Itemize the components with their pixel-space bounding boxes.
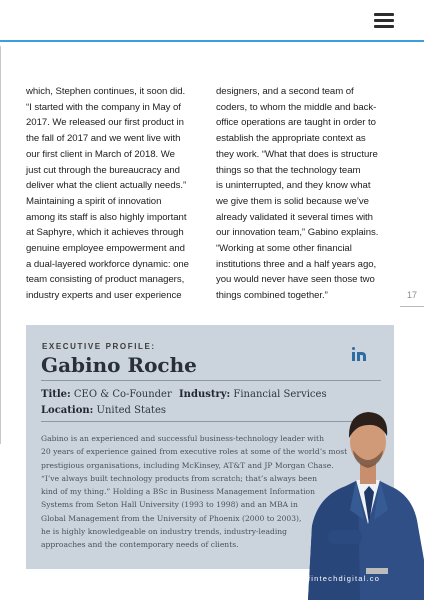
profile-title [41, 389, 172, 400]
bio-line: 20 years of experience gained from executive roles at some of the world’s most [41, 447, 348, 457]
article-line: genuine employee empowerment and [26, 243, 185, 255]
bio-line: prestigious organisations, including McKinsey, AT&T and JP Morgan Chase. [41, 460, 334, 470]
industry-value: Financial Services [233, 389, 327, 400]
article-line: which, Stephen continues, it soon did. [26, 86, 186, 97]
profile-bio [41, 432, 348, 552]
industry-label: Industry: [179, 389, 231, 400]
bio-line: he is highly knowledgeable on industry trends, industry-leading [41, 527, 288, 537]
article-line: a dual-layered workforce dynamic: one [26, 258, 189, 270]
linkedin-icon[interactable] [352, 347, 366, 361]
profile-kicker: EXECUTIVE PROFILE: [42, 342, 156, 351]
profile-name: Gabino Roche [41, 353, 197, 377]
article-line: office operations are taught in order to [216, 117, 376, 129]
page-number: 17 [407, 290, 418, 300]
article-column-1 [26, 84, 204, 304]
article-line: industry experts and user experience [26, 290, 182, 302]
article-line: Maintaining a spirit of innovation [26, 195, 162, 207]
article-line: designers, and a second team of [216, 86, 354, 97]
article-line: things combined together.” [216, 290, 328, 302]
location-value: United States [96, 405, 166, 416]
title-label: Title: [41, 389, 71, 400]
article-line: at Saphyre, which it achieves through [26, 227, 184, 239]
article-line: 2017. We released our first product in [26, 117, 184, 129]
bio-line: approaches and the contemporary needs of clients. [41, 540, 239, 550]
bio-line: kind of my thing.” Holding a BSc in Business Management Information [41, 487, 316, 497]
article-line: they work. “What that does is structure [216, 148, 378, 160]
bio-line: Gabino is an experienced and successful business-technology leader with [41, 434, 325, 443]
article-line: our innovation team,” Gabino explains. [216, 227, 379, 239]
article-line: things so that the technology team [216, 164, 361, 176]
article-line: institutions three and a half years ago, [216, 258, 377, 270]
footer-site-name: fintechdigital.co [308, 574, 381, 583]
title-value: CEO & Co-Founder [73, 389, 172, 400]
hamburger-menu-icon[interactable] [374, 12, 396, 30]
bio-line: Global Management from the University of Phoenix (2000 to 2003), [41, 513, 302, 523]
article-line: “I started with the company in May of [26, 101, 181, 113]
location-label: Location: [41, 405, 94, 416]
article-line: you would never have seen those two [216, 274, 375, 286]
bio-line: Systems from Seton Hall University (1993 to 1998) and an MBA in [41, 500, 298, 510]
executive-portrait [300, 400, 424, 600]
article-line: the fall of 2017 and we went live with [26, 133, 181, 145]
article-line: we give them is solid because we’ve [216, 195, 369, 207]
top-bar [0, 0, 424, 42]
article-column-2 [216, 84, 388, 304]
article-line: “Working at some other financial [216, 243, 352, 255]
article-line: coders, to whom the middle and back- [216, 101, 377, 113]
article-line: among its staff is also highly important [26, 211, 187, 223]
article-line: deliver what the client actually needs.” [26, 180, 187, 192]
profile-location [41, 405, 166, 416]
profile-divider [41, 380, 381, 381]
article-line: already validated it several times with [216, 211, 373, 223]
article-line: is uninterrupted, and they know what [216, 180, 371, 192]
page-number-rule [400, 306, 424, 307]
article-line: our first client in March of 2018. We [26, 148, 175, 160]
left-margin-rule [0, 46, 1, 444]
profile-industry [179, 389, 327, 400]
article-line: just cut through the bureaucracy and [26, 164, 180, 176]
bio-line: “I’ve always built technology products from scratch; that’s always been [41, 473, 317, 483]
article-line: establish the appropriate context as [216, 133, 366, 145]
article-line: team consisting of product managers, [26, 274, 185, 286]
top-accent-line [0, 40, 424, 42]
